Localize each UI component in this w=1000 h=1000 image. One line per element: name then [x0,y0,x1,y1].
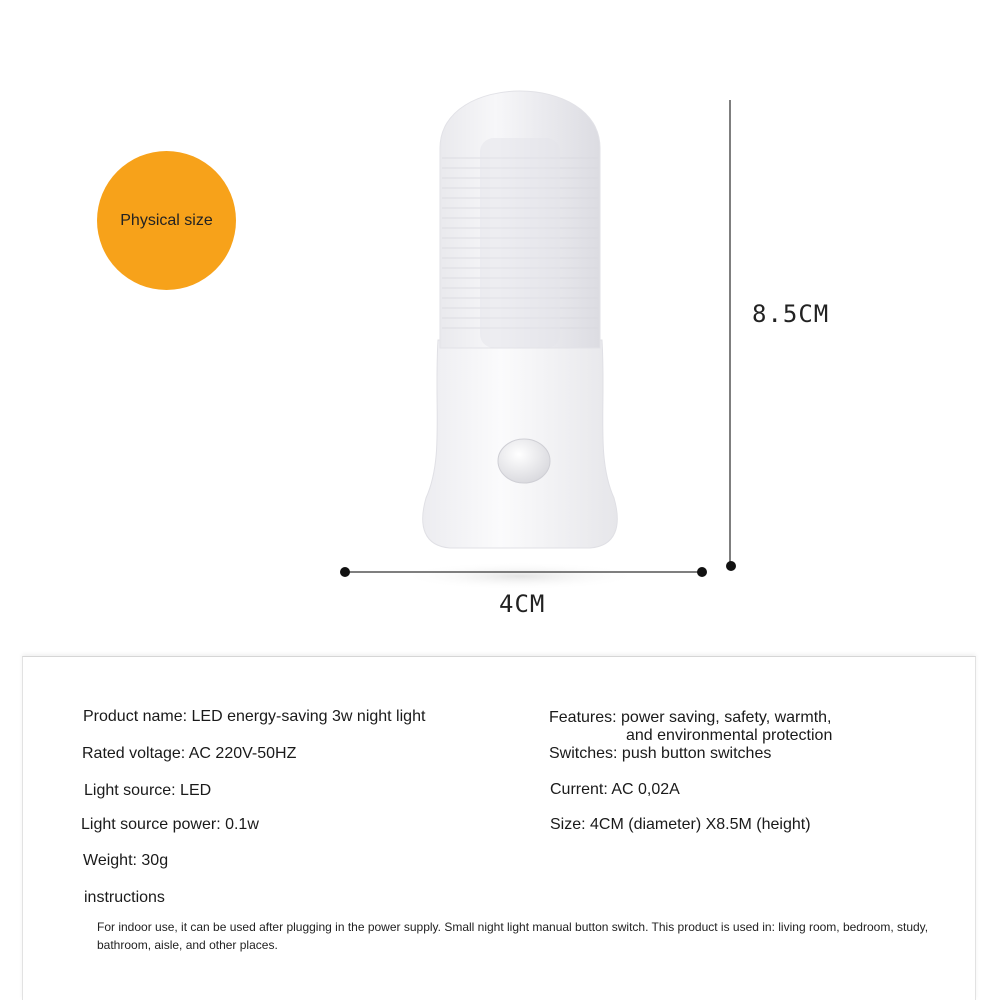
spec-light-source: Light source: LED [84,782,212,799]
spec-switches: Switches: push button switches [549,745,772,762]
spec-light-source-power: Light source power: 0.1w [81,816,259,833]
height-dimension-label: 8.5CM [752,300,830,328]
spec-weight: Weight: 30g [83,852,169,869]
badge-label: Physical size [120,211,213,229]
instructions-title: instructions [84,889,165,906]
spec-current: Current: AC 0,02A [550,781,680,798]
spec-product-name: Product name: LED energy-saving 3w night light [83,708,426,725]
spec-size: Size: 4CM (diameter) X8.5M (height) [550,816,811,833]
spec-features [549,709,832,745]
spec-features-line2: and environmental protection [626,727,833,744]
spec-rated-voltage: Rated voltage: AC 220V-50HZ [82,745,297,762]
width-dimension-label: 4CM [499,590,546,618]
instructions-text: For indoor use, it can be used after plugging in the power supply. Small night light manual button switch. This product is used in: living room, bedroom, study, bathroom, aisle, and other places. [97,920,929,952]
spec-features-line1: Features: power saving, safety, warmth, [549,709,832,726]
